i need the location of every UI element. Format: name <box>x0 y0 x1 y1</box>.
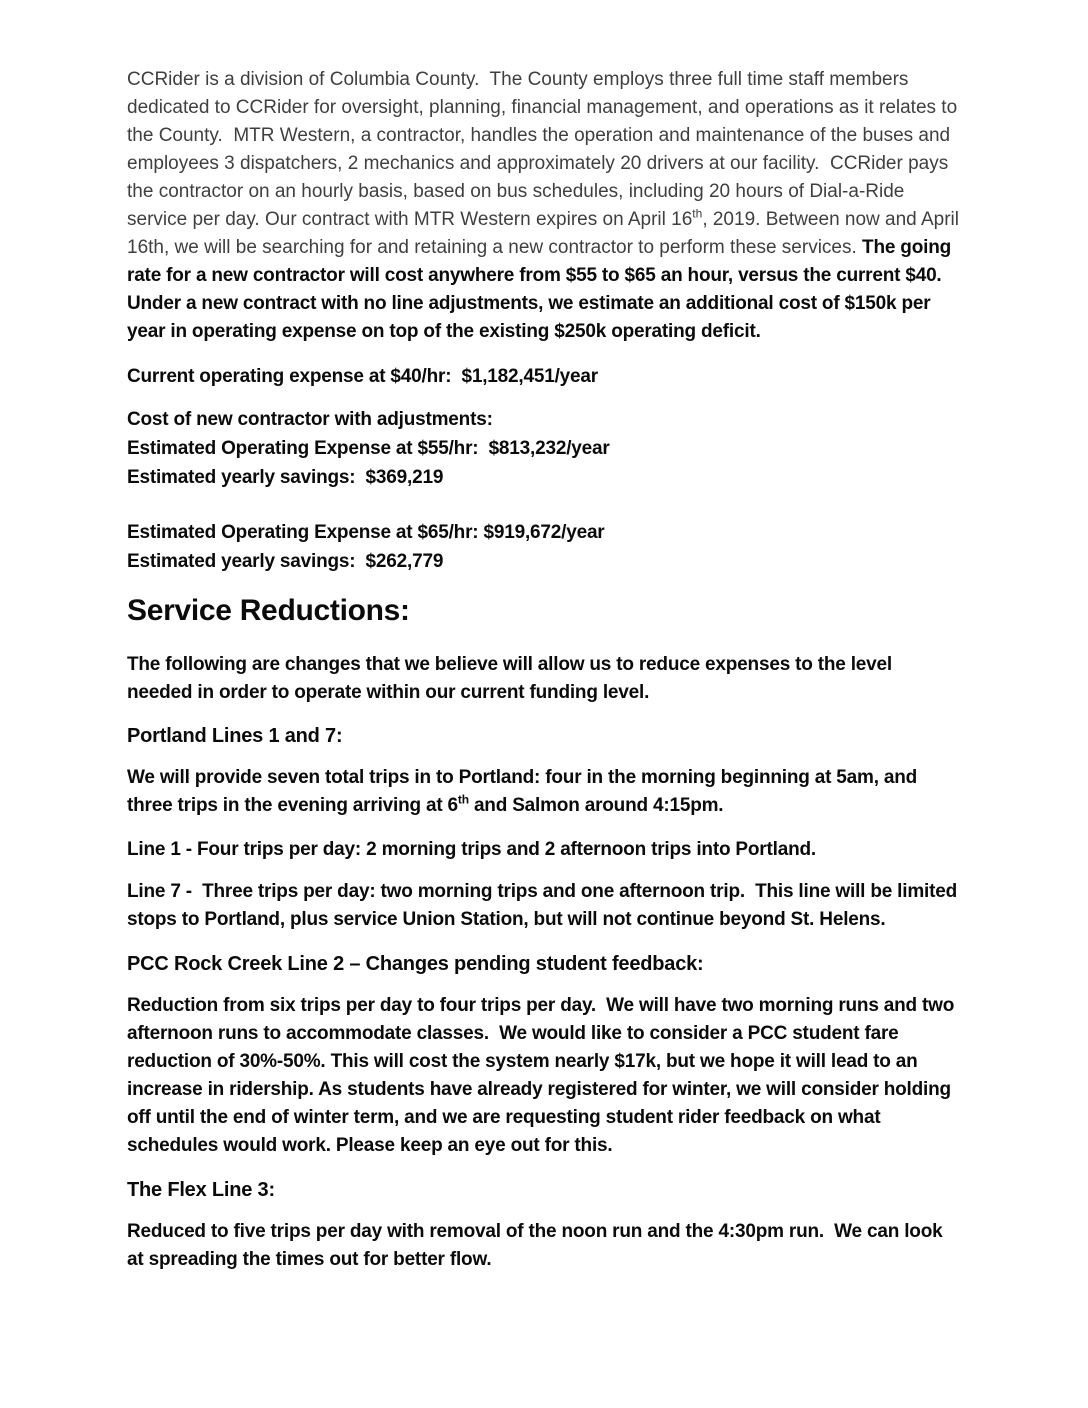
expense-65-line: Estimated Operating Expense at $65/hr: $919,672/year <box>127 522 605 543</box>
line-7-paragraph: Line 7 - Three trips per day: two morning trips and one afternoon trip. This line will be limited stops to Portland, plus service Union Station, but will not continue beyond St. Helens. <box>127 881 963 930</box>
savings-55-line: Estimated yearly savings: $369,219 <box>127 467 444 488</box>
cost-new-contractor-line: Cost of new contractor with adjustments: <box>127 409 493 430</box>
portland-trips-paragraph <box>127 764 960 820</box>
document-page <box>127 0 965 1274</box>
intro-regular-text-2: , 2019. Between now and April 16th, we will be searching for and retaining a new contractor to perform these services. <box>127 209 965 258</box>
superscript-th-6th: th <box>457 792 469 807</box>
intro-paragraph <box>127 66 965 346</box>
portland-trips-text-2: and Salmon around 4:15pm. <box>468 795 724 816</box>
intro-regular-text: CCRider is a division of Columbia County. The County employs three full time staff members dedicated to CCRider for oversight, planning, financial management, and operations as it relates to the County. MTR Western, a contractor, handles the operation and maintenance of the buses and employees 3 dispatchers, 2 mechanics and approximately 20 drivers at our facility. CCRider pays the contractor on an hourly basis, based on bus schedules, including 20 hours of Dial-a-Ride service per day. Our contract with MTR Western expires on April 16 <box>127 69 963 230</box>
service-reductions-heading: Service Reductions: <box>127 594 410 627</box>
superscript-th: th <box>692 206 703 221</box>
current-expense-line: Current operating expense at $40/hr: $1,182,451/year <box>127 366 598 387</box>
service-reductions-intro: The following are changes that we believe will allow us to reduce expenses to the level needed in order to operate within our current funding level. <box>127 654 898 703</box>
portland-lines-heading: Portland Lines 1 and 7: <box>127 725 343 747</box>
flex-paragraph: Reduced to five trips per day with removal of the noon run and the 4:30pm run. We can look at spreading the times out for better flow. <box>127 1221 948 1270</box>
pcc-paragraph: Reduction from six trips per day to four trips per day. We will have two morning runs and two afternoon runs to accommodate classes. We would like to consider a PCC student fare reduction of 30%-50%. This will cost the system nearly $17k, but we hope it will lead to an increase in ridership. As students have already registered for winter, we will consider holding off until the end of winter term, and we are requesting student rider feedback on what schedules would work. Please keep an eye out for this. <box>127 995 960 1156</box>
intro-bold-text: The going rate for a new contractor will cost anywhere from $55 to $65 an hour, versus the current $40. Under a new contract with no line adjustments, we estimate an additional cost of $150k per year in operating expense on top of the existing $250k operating deficit. <box>127 237 957 342</box>
flex-line-heading: The Flex Line 3: <box>127 1179 275 1201</box>
pcc-rock-creek-heading: PCC Rock Creek Line 2 – Changes pending student feedback: <box>127 953 704 975</box>
line-1-paragraph: Line 1 - Four trips per day: 2 morning trips and 2 afternoon trips into Portland. <box>127 839 816 860</box>
expense-55-line: Estimated Operating Expense at $55/hr: $813,232/year <box>127 438 610 459</box>
savings-65-line: Estimated yearly savings: $262,779 <box>127 551 444 572</box>
portland-trips-text: We will provide seven total trips in to Portland: four in the morning beginning at 5am, and three trips in the evening arriving at 6 <box>127 767 923 816</box>
